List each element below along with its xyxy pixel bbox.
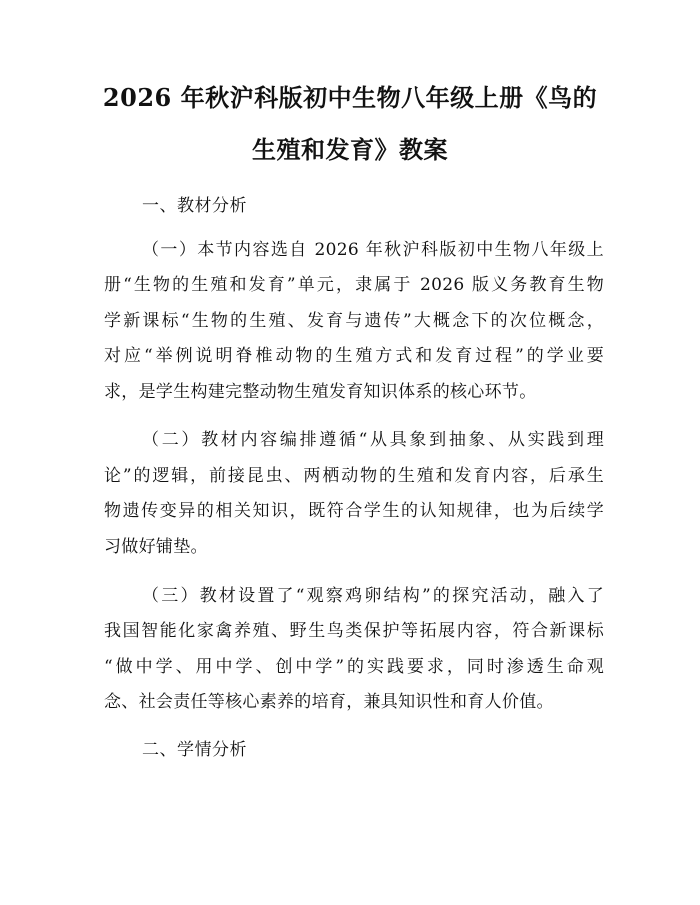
paragraph-3-line-4: 念、社会责任等核心素养的培育，兼具知识性和育人价值。 (104, 692, 554, 712)
paragraph-2-line-4: 习做好铺垫。 (104, 537, 208, 557)
document-title-line-2: 生殖和发育》教案 (252, 135, 448, 164)
section-heading-learner-analysis: 二、学情分析 (142, 740, 247, 760)
paragraph-3-line-3: “做中学、用中学、创中学”的实践要求，同时渗透生命观 (104, 657, 604, 677)
paragraph-3-line-1: （三）教材设置了“观察鸡卵结构”的探究活动，融入了 (142, 586, 604, 606)
section-heading-textbook-analysis: 一、教材分析 (142, 196, 247, 216)
paragraph-1-line-5: 求，是学生构建完整动物生殖发育知识体系的核心环节。 (104, 382, 537, 402)
paragraph-2-line-1: （二）教材内容编排遵循“从具象到抽象、从实践到理 (142, 430, 604, 450)
paragraph-1-line-4: 对应“举例说明脊椎动物的生殖方式和发育过程”的学业要 (104, 346, 604, 366)
paragraph-1-line-2: 册“生物的生殖和发育”单元，隶属于 2026 版义务教育生物 (104, 275, 604, 295)
paragraph-2-line-2: 论”的逻辑，前接昆虫、两栖动物的生殖和发育内容，后承生 (104, 466, 604, 486)
paragraph-2-line-3: 物遗传变异的相关知识，既符合学生的认知规律，也为后续学 (104, 501, 604, 521)
paragraph-1-line-3: 学新课标“生物的生殖、发育与遗传”大概念下的次位概念， (104, 311, 604, 331)
paragraph-1-line-1: （一）本节内容选自 2026 年秋沪科版初中生物八年级上 (142, 240, 604, 260)
paragraph-3-line-2: 我国智能化家禽养殖、野生鸟类保护等拓展内容，符合新课标 (104, 621, 604, 641)
document-title-line-1: 2026 年秋沪科版初中生物八年级上册《鸟的 (102, 83, 598, 112)
